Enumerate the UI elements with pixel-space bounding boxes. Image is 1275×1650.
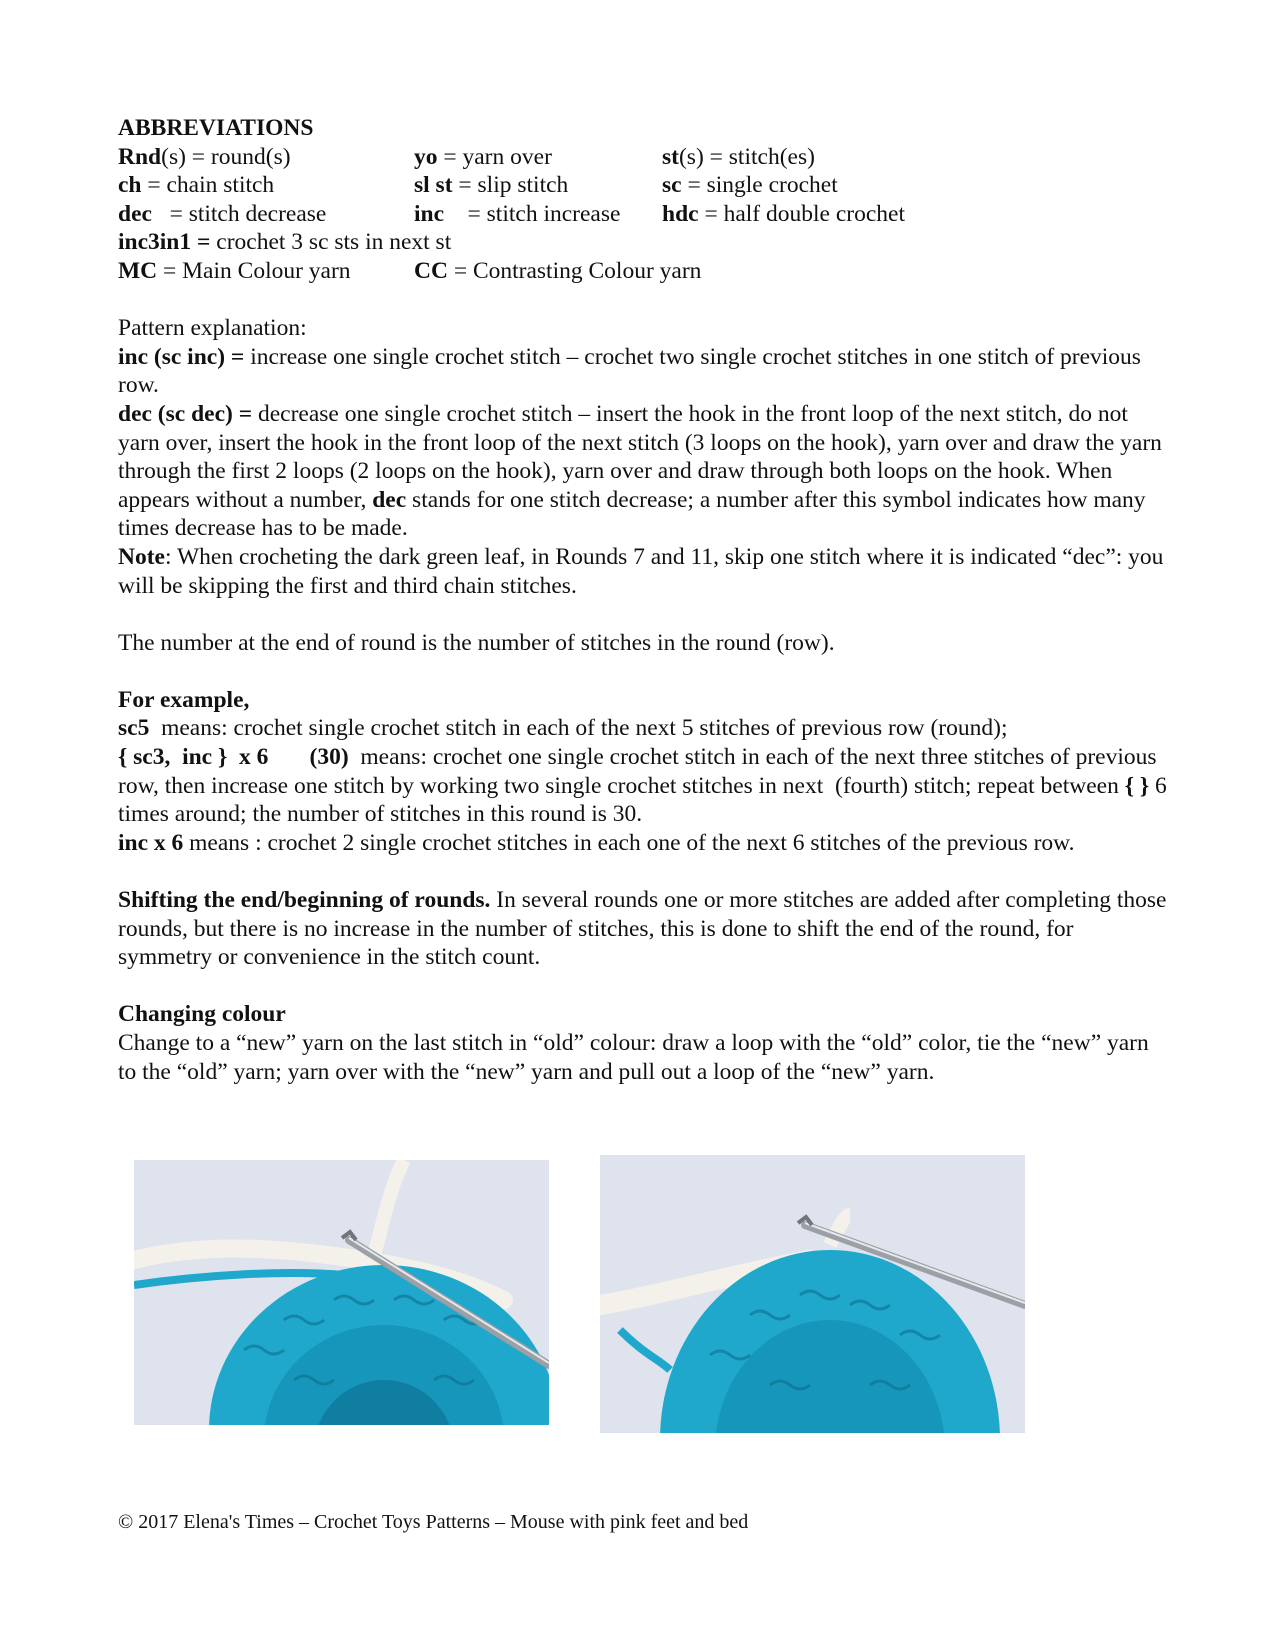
- pattern-dec: dec (sc dec) = decrease one single crochet stitch – insert the hook in the front loop of the next stitch, do not yarn over, insert the hook in the front loop of the next stitch (3 loops on the hook), yarn over and draw the yarn through the first 2 loops (2 loops on the hook), yarn over and draw through both loops on the hook. When appears without a number, dec stands for one stitch decrease; a number after this symbol indicates how many times decrease has to be made.: [118, 400, 1162, 542]
- abbreviations-heading: ABBREVIATIONS: [118, 115, 314, 141]
- abbr-row: [118, 171, 1168, 200]
- pattern-inc: inc (sc inc) = increase one single crochet stitch – crochet two single crochet stitches in one stitch of previous row.: [118, 343, 1141, 399]
- crochet-photo-2: [600, 1155, 1025, 1433]
- example-heading: For example,: [118, 686, 250, 713]
- abbr-inc3in1: inc3in1 = crochet 3 sc sts in next st: [118, 229, 452, 256]
- abbr-row: [118, 143, 1168, 172]
- abbr-item: dec = stitch decrease: [118, 200, 327, 227]
- abbr-item: sc = single crochet: [662, 172, 838, 199]
- example-sc5: sc5 means: crochet single crochet stitch in each of the next 5 stitches of previous row (round);: [118, 715, 1008, 742]
- abbr-item: inc = stitch increase: [414, 200, 621, 227]
- abbr-row-colours: [118, 257, 1168, 286]
- abbr-row: [118, 200, 1168, 229]
- pattern-heading: Pattern explanation:: [118, 315, 307, 342]
- abbr-item: hdc = half double crochet: [662, 200, 905, 227]
- shifting-paragraph: Shifting the end/beginning of rounds. In several rounds one or more stitches are added after completing those rounds, but there is no increase in the number of stitches, this is done to shift the end of the round, for symmetry or convenience in the stitch count.: [118, 887, 1167, 971]
- footer-copyright: © 2017 Elena's Times – Crochet Toys Patterns – Mouse with pink feet and bed: [118, 1511, 749, 1533]
- example-sc3: { sc3, inc } x 6 (30) means: crochet one single crochet stitch in each of the next three stitches of previous row, then increase one stitch by working two single crochet stitches in next (fourth) stitch; repeat between { } 6 times around; the number of stitches in this round is 30.: [118, 744, 1173, 828]
- abbr-item: MC = Main Colour yarn: [118, 257, 351, 284]
- number-note: The number at the end of round is the number of stitches in the round (row).: [118, 629, 835, 656]
- abbr-item: sl st = slip stitch: [414, 172, 569, 199]
- abbr-item: yo = yarn over: [414, 143, 552, 170]
- document-body: [118, 114, 1173, 1086]
- colour-change-heading: Changing colour: [118, 1001, 286, 1028]
- pattern-note: Note: When crocheting the dark green leaf, in Rounds 7 and 11, skip one stitch where it is indicated “dec”: you will be skipping the first and third chain stitches.: [118, 543, 1164, 599]
- abbr-item: Rnd(s) = round(s): [118, 143, 291, 170]
- abbr-item: ch = chain stitch: [118, 172, 275, 199]
- abbr-item: st(s) = stitch(es): [662, 143, 815, 170]
- colour-change-text: Change to a “new” yarn on the last stitch in “old” colour: draw a loop with the “old” color, tie the “new” yarn to the “old” yarn; yarn over with the “new” yarn and pull out a loop of the “new” yarn.: [118, 1030, 1149, 1085]
- abbr-item: CC = Contrasting Colour yarn: [414, 257, 702, 284]
- example-inc6: inc x 6 means : crochet 2 single crochet stitches in each one of the next 6 stitches of the previous row.: [118, 829, 1075, 856]
- crochet-photo-1: [134, 1160, 549, 1425]
